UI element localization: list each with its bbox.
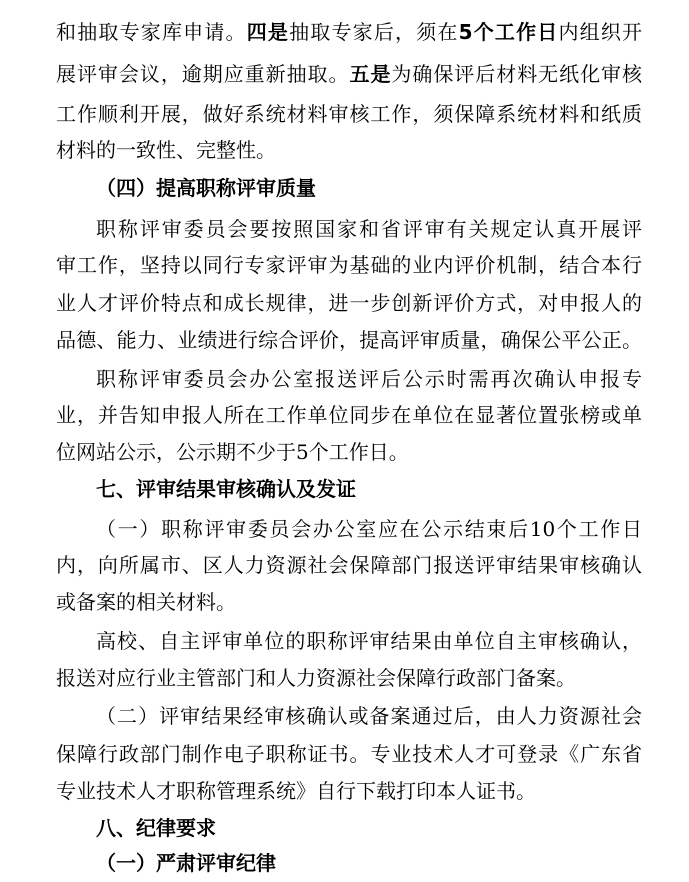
body-line: 审工作，坚持以同行专家评审为基础的业内评价机制，结合本行: [56, 253, 642, 277]
body-line: 专业技术人才职称管理系统》自行下载打印本人证书。: [56, 779, 536, 803]
section-heading: 八、纪律要求: [96, 816, 216, 840]
body-line: 职称评审委员会要按照国家和省评审有关规定认真开展评: [96, 217, 642, 241]
section-subheading: （一）严肃评审纪律: [96, 851, 276, 875]
text-run: 和抽取专家库申请。: [56, 20, 247, 44]
body-line: 内，向所属市、区人力资源社会保障部门报送评审结果审核确认: [56, 553, 642, 577]
text-run: 为确保评后材料无纸化审核: [391, 62, 643, 86]
body-line: 保障行政部门制作电子职称证书。专业技术人才可登录《广东省: [56, 742, 642, 766]
body-line: 业，并告知申报人所在工作单位同步在单位在显著位置张榜或单: [56, 403, 642, 427]
body-line: [56, 14, 642, 51]
body-line: 或备案的相关材料。: [56, 590, 236, 614]
body-line: （一）职称评审委员会办公室应在公示结束后10个工作日: [96, 517, 642, 541]
body-line: [56, 56, 642, 93]
text-run: 内组织开: [558, 20, 643, 44]
body-line: 职称评审委员会办公室报送评后公示时需再次确认申报专: [96, 367, 642, 391]
body-line: 高校、自主评审单位的职称评审结果由单位自主审核确认，: [96, 629, 642, 653]
bold-text-run: 四是: [246, 20, 290, 44]
section-subheading: （四）提高职称评审质量: [96, 176, 316, 200]
bold-text-run: 5个工作日: [458, 20, 559, 44]
body-line: （二）评审结果经审核确认或备案通过后，由人力资源社会: [96, 704, 642, 728]
bold-text-run: 五是: [349, 62, 392, 86]
body-line: 报送对应行业主管部门和人力资源社会保障行政部门备案。: [56, 666, 576, 690]
body-line: 工作顺利开展，做好系统材料审核工作，须保障系统材料和纸质: [56, 102, 642, 126]
body-line: 材料的一致性、完整性。: [56, 138, 276, 162]
text-run: 抽取专家后，须在: [289, 20, 459, 44]
body-line: 品德、能力、业绩进行综合评价，提高评审质量，确保公平公正。: [56, 328, 642, 352]
body-line: 位网站公示，公示期不少于5个工作日。: [56, 440, 409, 464]
section-heading: 七、评审结果审核确认及发证: [96, 477, 356, 501]
text-run: 展评审会议，逾期应重新抽取。: [56, 62, 350, 86]
body-line: 业人才评价特点和成长规律，进一步创新评价方式，对申报人的: [56, 291, 642, 315]
